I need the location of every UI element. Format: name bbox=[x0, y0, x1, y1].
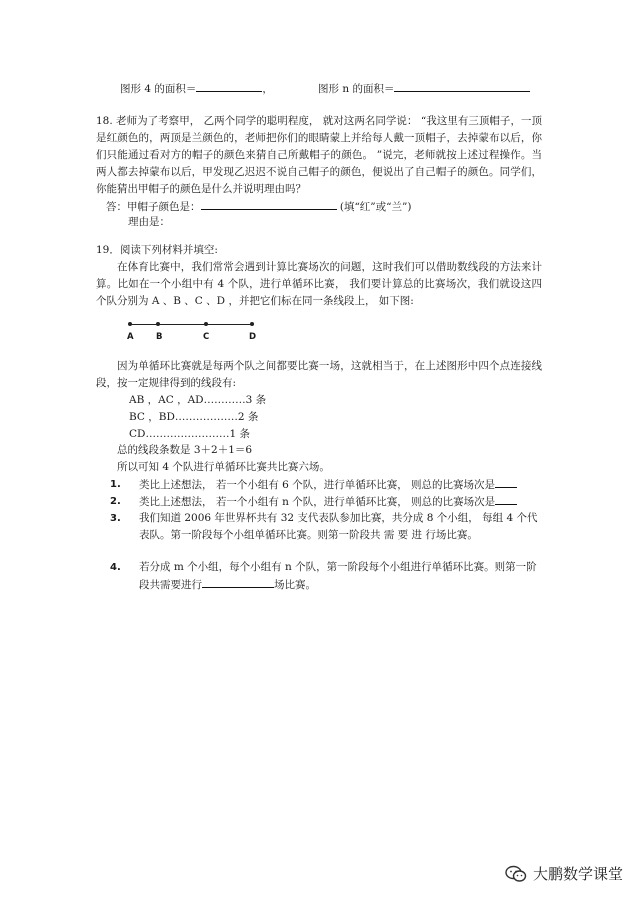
item-4-blank[interactable] bbox=[202, 576, 274, 588]
q18-answer-blank[interactable] bbox=[201, 198, 337, 210]
conclusion-line: 所以可知 4 个队进行单循环比赛共比赛六场。 bbox=[117, 461, 330, 473]
q18-answer-label: 答：甲帽子颜色是： bbox=[106, 201, 201, 213]
item-4-number: 4. bbox=[110, 562, 121, 573]
area-n-label: 图形 n 的面积＝ bbox=[318, 83, 395, 95]
total-line: 总的线段条数是 3＋2＋1＝6 bbox=[117, 444, 253, 456]
q19-title: 19．阅读下列材料并填空: bbox=[96, 244, 218, 256]
area-comma: ， bbox=[262, 83, 273, 95]
item-2 bbox=[139, 493, 541, 511]
label-d: D bbox=[249, 332, 257, 342]
q19-explain: 因为单循环比赛就是每两个队之间都要比赛一场，这就相当于，在上述图形中四个点连接线段，按一定规律得到的线段有: bbox=[96, 360, 542, 389]
area-line bbox=[120, 80, 273, 98]
item-4-text-a: 若分成 m 个小组，每个小组有 n 个队，第一阶段每个小组进行单循环比赛。则第一阶段共需要进行 bbox=[139, 561, 537, 591]
point-c bbox=[204, 322, 208, 326]
watermark-text: 大鹏数学课堂 bbox=[532, 864, 623, 883]
area-n-line bbox=[318, 80, 530, 98]
label-a: A bbox=[127, 332, 134, 342]
point-a bbox=[128, 322, 132, 326]
label-b: B bbox=[156, 332, 163, 342]
q18-answer-hint: (填“红”或“兰”) bbox=[339, 201, 412, 213]
label-c: C bbox=[203, 332, 210, 342]
item-4-text-b: 场比赛。 bbox=[274, 579, 316, 591]
segment-row-1: AB ，AC ，AD…………3 条 bbox=[129, 394, 267, 406]
segment-row-2: BC ，BD………………2 条 bbox=[129, 411, 259, 423]
point-d bbox=[250, 322, 254, 326]
item-3-text: 我们知道 2006 年世界杯共有 32 支代表队参加比赛，共分成 8 个小组， 每组 4 个代表队。第一阶段每个小组单循环比赛。则第一阶段共 需 要 进 行场比赛。 bbox=[139, 512, 538, 541]
q19-intro: 在体育比赛中，我们常常会遇到计算比赛场次的问题，这时我们可以借助数线段的方法来计算。比如在一个小组中有 4 个队，进行单循环比赛， 我们要计算总的比赛场次，我们就设这四个队分别为 A 、B 、C 、D ，并把它们标在同一条线段上， 如下图: bbox=[96, 261, 542, 307]
item-2-number: 2. bbox=[110, 496, 121, 507]
item-3-number: 3. bbox=[110, 513, 121, 524]
watermark bbox=[505, 865, 623, 883]
point-b bbox=[156, 322, 160, 326]
item-2-text: 类比上述想法， 若一个小组有 n 个队，进行单循环比赛， 则总的比赛场次是 bbox=[139, 496, 496, 508]
item-1-number: 1. bbox=[110, 479, 121, 490]
item-1-text: 类比上述想法， 若一个小组有 6 个队，进行单循环比赛， 则总的比赛场次是 bbox=[139, 479, 496, 491]
item-2-blank[interactable] bbox=[495, 493, 517, 505]
item-1 bbox=[139, 476, 541, 494]
item-1-blank[interactable] bbox=[495, 476, 517, 488]
q18-text: 18. 老师为了考察甲， 乙两个同学的聪明程度， 就对这两名同学说： “我这里有三顶帽子，一顶是红颜色的，两顶是兰颜色的，老师把你们的眼睛蒙上并给每人戴一顶帽子，去掉蒙布以后，你们只能通过看对方的帽子的颜色来猜自己所戴帽子的颜色。 ”说完，老师就按上述过程操作。当两人都去掉蒙布以后，甲发现乙迟迟不说自己帽子的颜色，便说出了自己帽子的颜色。同学们，你能猜出甲帽子的颜色是什么并说明理由吗？ bbox=[96, 115, 542, 195]
area-n-blank[interactable] bbox=[394, 80, 530, 92]
area-4-blank[interactable] bbox=[196, 80, 262, 92]
item-4 bbox=[139, 559, 541, 594]
segment-row-3: CD……………………1 条 bbox=[129, 428, 250, 440]
wechat-icon bbox=[505, 865, 527, 883]
number-line bbox=[130, 324, 254, 325]
area-4-label: 图形 4 的面积＝ bbox=[120, 83, 197, 95]
q18-reason-label: 理由是： bbox=[128, 216, 170, 228]
